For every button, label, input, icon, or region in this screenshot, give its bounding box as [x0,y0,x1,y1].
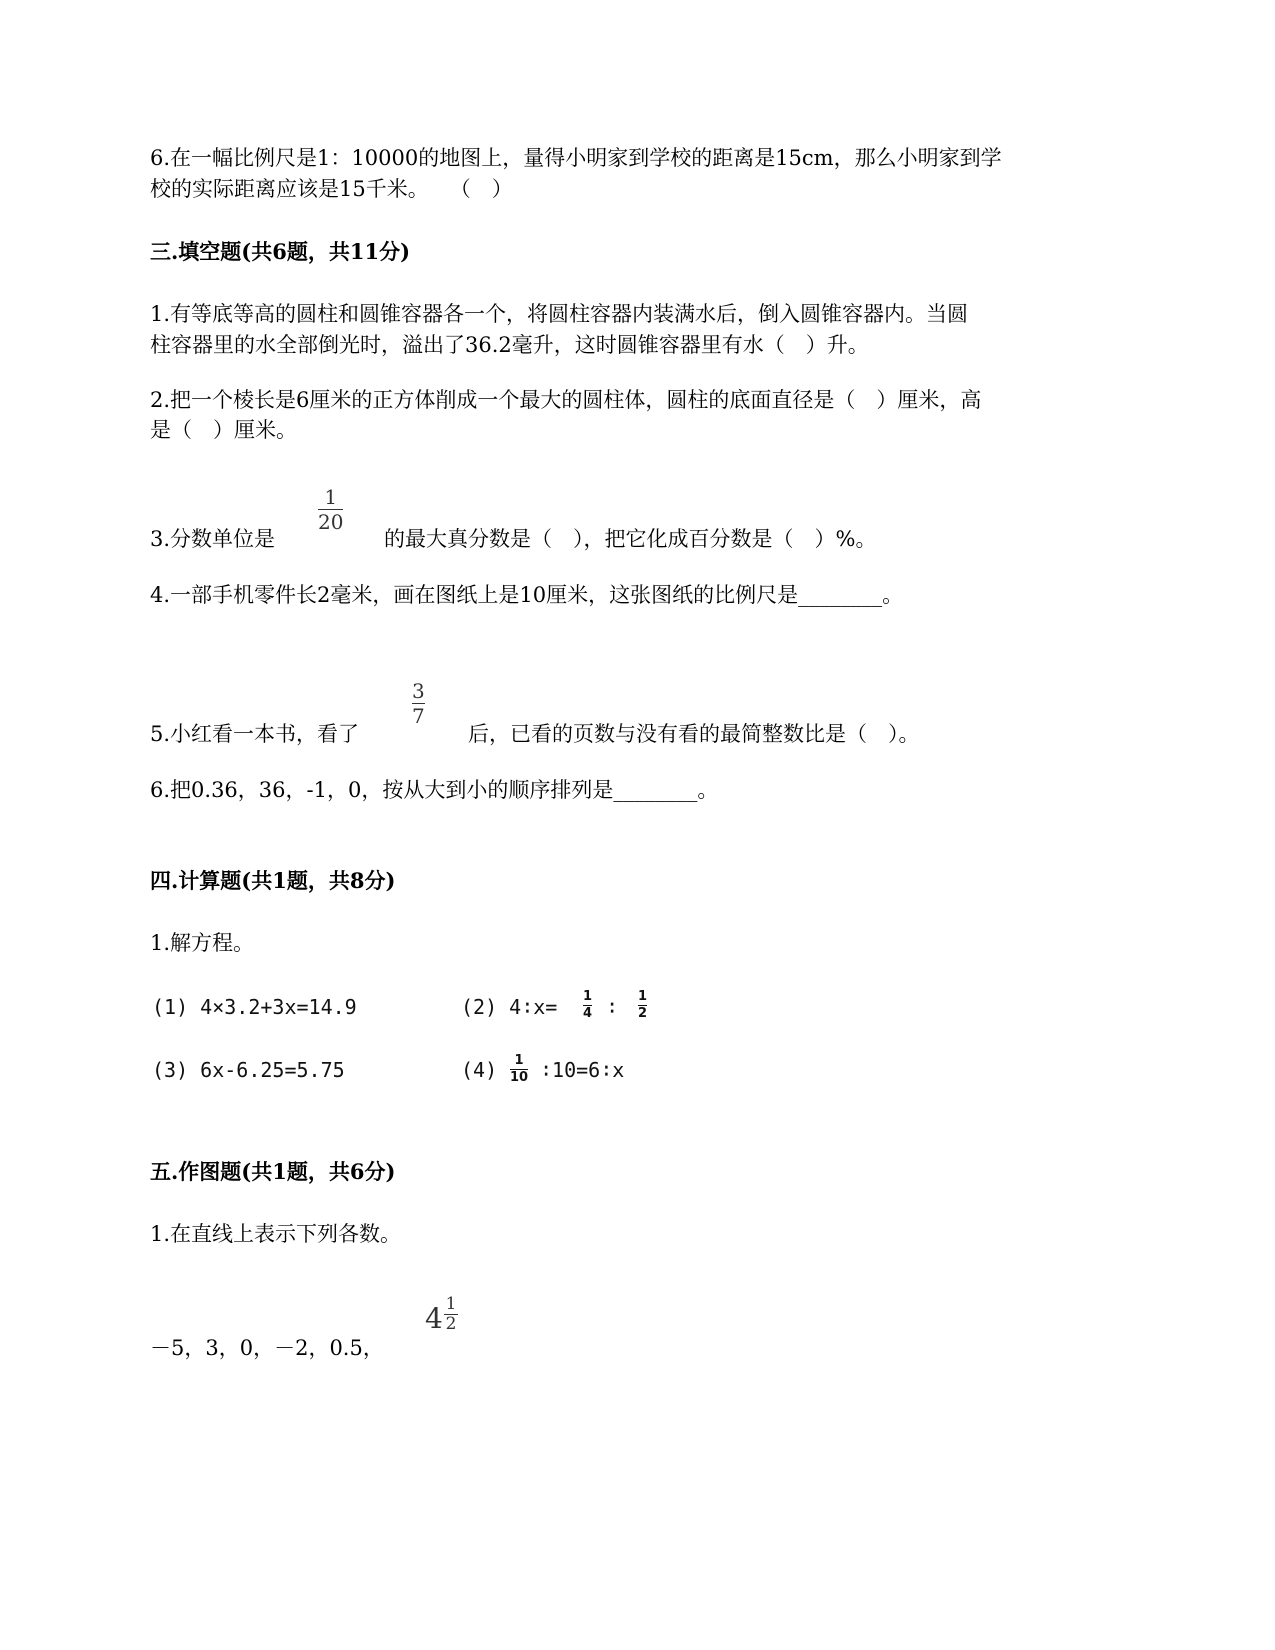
fraction-numerator: 1 [445,1294,457,1314]
fraction-denominator: 4 [583,1006,593,1021]
fraction-three-sevenths [412,680,425,727]
fraction-numerator: 1 [583,989,593,1004]
calc-q1: 1.解方程。 [150,931,255,955]
fill-q1-line1: 1.有等底等高的圆柱和圆锥容器各一个，将圆柱容器内装满水后，倒入圆锥容器内。当圆 [150,302,969,326]
equation-3: (3) 6x-6.25=5.75 [152,1058,345,1082]
fraction-denominator: 2 [638,1006,648,1021]
equation-2-colon: ∶ [606,995,619,1019]
fraction-one-twentieth [318,486,343,533]
fraction-one-quarter [583,990,592,1021]
fraction-numerator: 3 [412,679,425,703]
fraction-denominator: 7 [412,704,425,728]
fill-q2-line2: 是（ ）厘米。 [150,418,297,442]
fraction-denominator: 10 [510,1070,529,1085]
fill-q2-line1: 2.把一个棱长是6厘米的正方体削成一个最大的圆柱体，圆柱的底面直径是（ ）厘米，高 [150,388,982,412]
fraction-numerator: 1 [324,485,338,509]
mixed-fraction [444,1296,458,1333]
equation-4-prefix: (4) [461,1058,498,1082]
judge-q6-line2: 校的实际距离应该是15千米。 （ ） [150,177,513,201]
calc-heading: 四.计算题(共1题，共8分) [150,868,396,893]
fill-q3-suffix: 的最大真分数是（ ），把它化成百分数是（ ）%。 [384,527,877,551]
fill-q5-prefix: 5.小红看一本书，看了 [150,722,360,746]
fill-q1-line2: 柱容器里的水全部倒光时，溢出了36.2毫升，这时圆锥容器里有水（ ）升。 [150,333,869,357]
judge-q6-line1: 6.在一幅比例尺是1：10000的地图上，量得小明家到学校的距离是15cm，那么小明家到学 [150,146,1002,170]
draw-heading: 五.作图题(共1题，共6分) [150,1159,396,1184]
equation-4-suffix: ∶10=6∶x [540,1058,625,1082]
fill-q5-suffix: 后，已看的页数与没有看的最简整数比是（ ）。 [468,722,920,746]
draw-q1: 1.在直线上表示下列各数。 [150,1222,402,1246]
fill-q3-prefix: 3.分数单位是 [150,527,276,551]
equation-2-prefix: (2) 4∶x= [461,995,558,1019]
fraction-numerator: 1 [638,989,648,1004]
fill-q6: 6.把0.36，36，-1，0，按从大到小的顺序排列是________。 [150,778,719,802]
fill-heading: 三.填空题(共6题，共11分) [150,239,411,264]
equation-1: (1) 4×3.2+3x=14.9 [152,995,357,1019]
fraction-denominator: 20 [318,510,344,534]
mixed-whole: 4 [425,1302,443,1335]
fraction-numerator: 1 [514,1053,524,1068]
draw-numbers: －5，3，0，－2，0.5， [150,1336,384,1360]
fraction-one-half [638,990,647,1021]
fraction-one-tenth [510,1054,528,1085]
fraction-denominator: 2 [445,1314,457,1334]
fill-q4: 4.一部手机零件长2毫米，画在图纸上是10厘米，这张图纸的比例尺是________。 [150,583,904,607]
